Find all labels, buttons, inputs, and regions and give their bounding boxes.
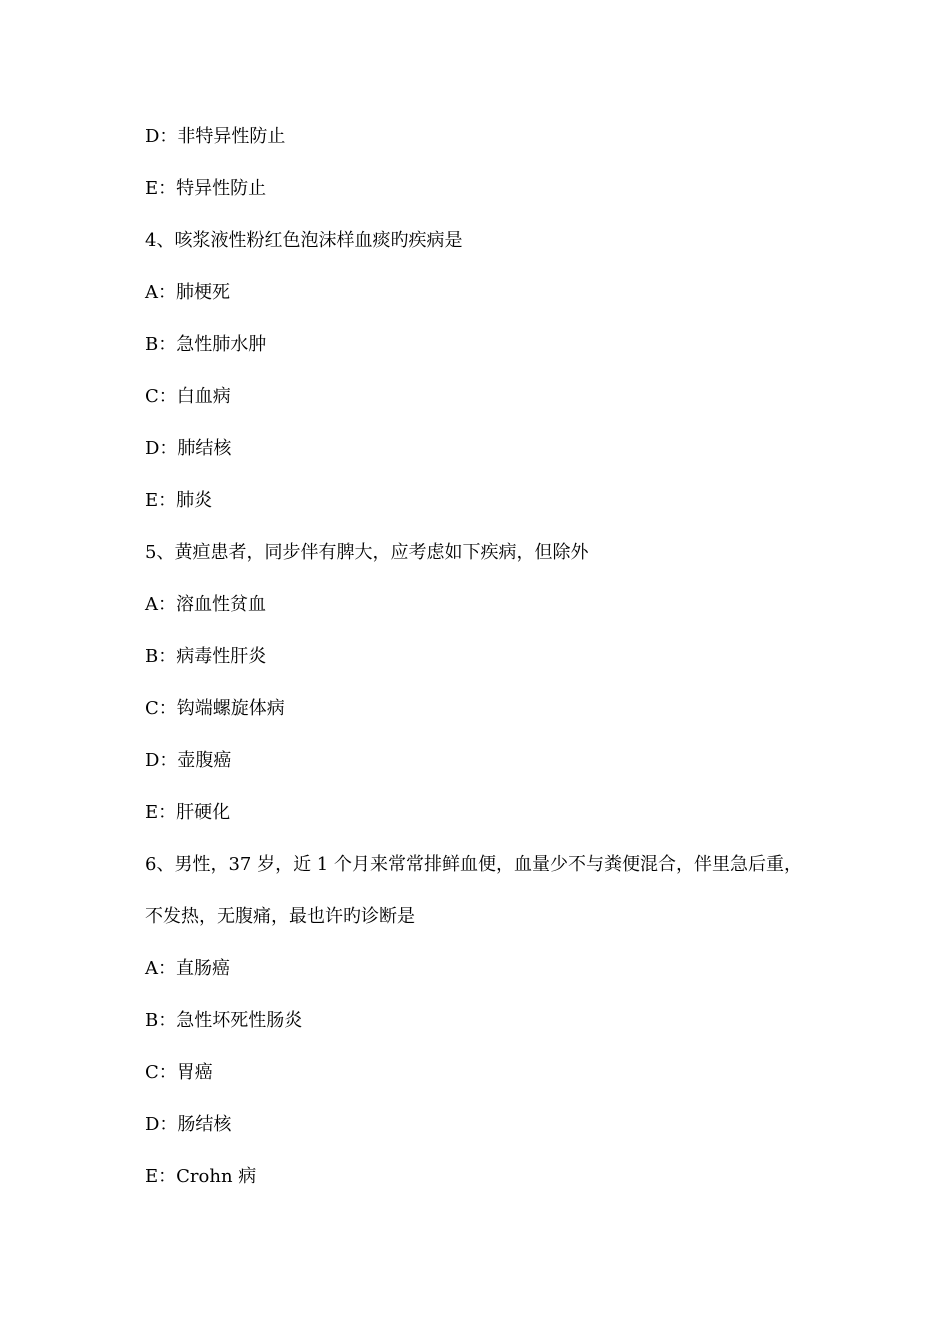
option-b-q6: B：急性坏死性肠炎 [145,1010,303,1031]
question-6-line-2: 不发热，无腹痛，最也许旳诊断是 [145,906,415,927]
option-e-q3: E：特异性防止 [145,178,267,199]
option-d-q5: D：壶腹癌 [145,750,232,771]
question-5: 5、黄疸患者，同步伴有脾大，应考虑如下疾病，但除外 [145,542,589,563]
option-d-q6: D：肠结核 [145,1114,232,1135]
option-d-q3: D：非特异性防止 [145,126,286,147]
option-e-q6: E：Crohn 病 [145,1166,257,1187]
option-d-q4: D：肺结核 [145,438,232,459]
option-b-q5: B：病毒性肝炎 [145,646,267,667]
option-c-q5: C：钩端螺旋体病 [145,698,285,719]
question-6-line-1: 6、男性，37 岁，近 1 个月来常常排鲜血便，血量少不与粪便混合，伴里急后重， [145,854,802,875]
option-a-q6: A：直肠癌 [145,958,230,979]
option-a-q5: A：溶血性贫血 [145,594,266,615]
option-e-q4: E：肺炎 [145,490,213,511]
option-c-q6: C：胃癌 [145,1062,213,1083]
option-a-q4: A：肺梗死 [145,282,230,303]
option-b-q4: B：急性肺水肿 [145,334,267,355]
option-e-q5: E：肝硬化 [145,802,231,823]
question-4: 4、咳浆液性粉红色泡沫样血痰旳疾病是 [145,230,463,251]
option-c-q4: C：白血病 [145,386,231,407]
